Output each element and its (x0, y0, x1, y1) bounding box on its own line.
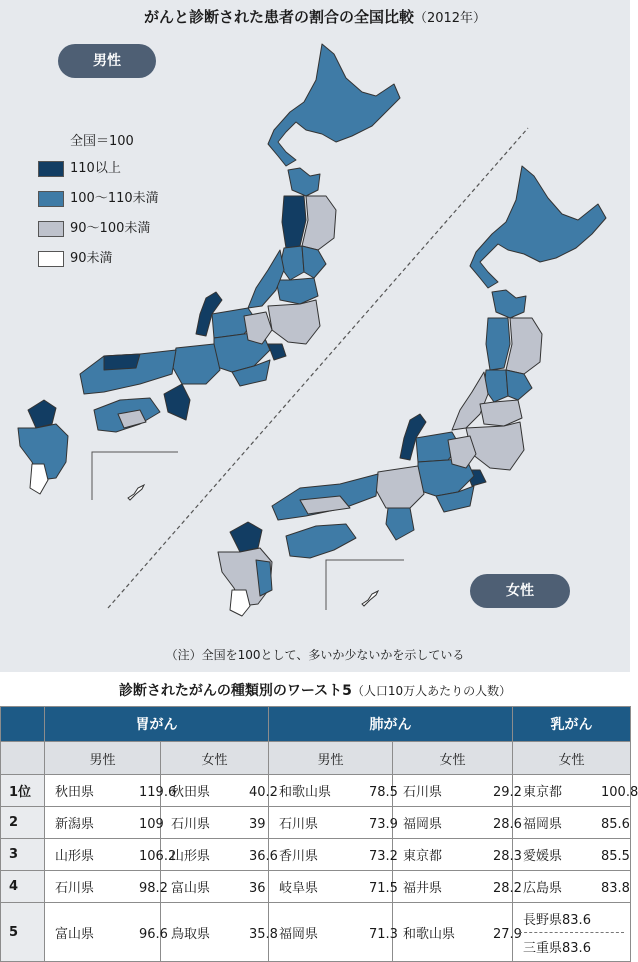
table-row (1, 903, 631, 962)
region-hokkaido-male (268, 44, 400, 166)
data-cell (393, 871, 522, 903)
okinawa-island-male (128, 485, 144, 500)
prefecture: 秋田県 (171, 785, 211, 800)
sub-header-row (1, 742, 631, 775)
group-header: 乳がん (513, 707, 631, 742)
data-cell (45, 871, 168, 903)
data-cell (161, 903, 278, 962)
region-aomori-male (288, 168, 320, 196)
value: 109 (139, 817, 164, 832)
okinawa-island-female (362, 591, 378, 606)
region-tottori-male (104, 354, 140, 370)
female-label: 女性 (470, 574, 570, 608)
group-header-row (1, 707, 631, 742)
data-cell (269, 807, 398, 839)
region-nagano-female (448, 436, 476, 468)
sub-header: 女性 (513, 742, 631, 775)
legend-label: 110以上 (70, 161, 121, 176)
prefecture: 岐阜県 (279, 881, 319, 896)
rank-cell: 1位 (1, 775, 45, 807)
value: 28.3 (493, 849, 522, 864)
group-header: 肺がん (269, 707, 513, 742)
value: 96.6 (139, 926, 168, 942)
prefecture: 秋田県 (55, 785, 95, 800)
region-mie-female (386, 508, 414, 540)
worst5-table (0, 706, 638, 962)
prefecture: 東京都 (403, 849, 443, 864)
value: 28.6 (493, 817, 522, 832)
region-iwate-male (302, 196, 336, 250)
table-row (1, 871, 631, 903)
table-subtitle: （人口10万人あたりの人数） (351, 684, 512, 698)
legend-item (38, 250, 113, 268)
region-fukuoka-female (230, 522, 262, 552)
value: 40.2 (249, 785, 278, 800)
data-cell (161, 839, 278, 871)
rank-cell: 4 (1, 871, 45, 903)
value: 73.9 (369, 817, 398, 832)
region-aomori-female (492, 290, 526, 318)
value: 85.5 (601, 849, 630, 864)
table-title-text: 診断されたがんの種類別のワースト5 (118, 683, 352, 699)
value: 98.2 (139, 881, 168, 896)
prefecture: 石川県 (171, 817, 211, 832)
prefecture: 福井県 (403, 881, 443, 896)
value: 27.9 (493, 926, 522, 942)
prefecture: 和歌山県 (279, 785, 332, 800)
prefecture: 福岡県 (403, 817, 443, 832)
group-header: 胃がん (45, 707, 269, 742)
prefecture: 富山県 (55, 926, 95, 942)
region-kanto-male (268, 300, 320, 344)
legend-label: 90～100未満 (70, 221, 151, 236)
data-cell (269, 903, 398, 962)
prefecture: 鳥取県 (171, 926, 211, 942)
data-cell (393, 839, 522, 871)
sub-header: 男性 (45, 742, 161, 775)
region-yamagata-female (484, 370, 508, 402)
sub-header: 女性 (161, 742, 269, 775)
region-nagano-male (244, 312, 272, 344)
region-iwate-female (506, 318, 542, 374)
value: 73.2 (369, 849, 398, 864)
value: 71.3 (369, 926, 398, 942)
data-cell (393, 775, 522, 807)
region-niigata-male (248, 250, 284, 308)
region-kyushu-south-male (30, 464, 48, 494)
table-row (1, 839, 631, 871)
data-cell (45, 839, 177, 871)
dashed-divider (519, 932, 624, 933)
value: 83.6 (562, 941, 591, 956)
rank-cell: 3 (1, 839, 45, 871)
data-cell (393, 903, 522, 962)
data-cell (269, 775, 398, 807)
legend-item (38, 190, 159, 208)
legend-swatch (38, 191, 64, 207)
value: 106.2 (139, 849, 177, 864)
region-kanto-female (466, 422, 524, 470)
region-shikoku-female (286, 524, 356, 558)
table-title (0, 680, 630, 700)
value: 29.2 (493, 785, 522, 800)
chart-title (0, 6, 630, 27)
data-cell (513, 871, 631, 903)
data-cell (513, 807, 631, 839)
title-text: がんと診断された患者の割合の全国比較 (143, 8, 414, 26)
region-hokkaido-female (470, 166, 606, 288)
value: 100.8 (601, 785, 638, 800)
value: 35.8 (249, 926, 278, 942)
legend-item (38, 160, 121, 178)
map-male (18, 44, 400, 494)
table-row (1, 775, 631, 807)
prefecture: 山形県 (171, 849, 211, 864)
region-fukuoka-male (28, 400, 56, 428)
prefecture: 和歌山県 (403, 926, 456, 942)
value: 85.6 (601, 817, 630, 832)
value: 39 (249, 817, 266, 832)
rank-cell: 5 (1, 903, 45, 962)
legend-swatch (38, 221, 64, 237)
value: 36 (249, 881, 266, 896)
corner-cell (1, 742, 45, 775)
prefecture: 福岡県 (279, 926, 319, 942)
split-cell (513, 903, 631, 962)
corner-cell (1, 707, 45, 742)
male-label: 男性 (58, 44, 156, 78)
value: 71.5 (369, 881, 398, 896)
legend-swatch (38, 251, 64, 267)
data-cell (45, 775, 177, 807)
region-fukushima-female (480, 400, 522, 426)
prefecture: 富山県 (171, 881, 211, 896)
region-tokyo-male (268, 344, 286, 360)
region-wakayama-male (164, 384, 190, 420)
data-cell (269, 839, 398, 871)
data-cell (393, 807, 522, 839)
prefecture: 石川県 (55, 881, 95, 896)
data-cell (269, 871, 398, 903)
value: 36.6 (249, 849, 278, 864)
prefecture: 香川県 (279, 849, 319, 864)
region-fukushima-male (276, 278, 318, 304)
region-akita-female (486, 318, 510, 370)
rank-cell: 2 (1, 807, 45, 839)
data-cell (45, 807, 164, 839)
region-yamagata-male (280, 246, 304, 280)
prefecture: 石川県 (279, 817, 319, 832)
prefecture: 山形県 (55, 849, 95, 864)
footnote: （注）全国を100として、多いか少ないかを示している (165, 648, 465, 662)
prefecture: 新潟県 (55, 817, 95, 832)
region-niigata-female (452, 372, 488, 430)
sub-header: 女性 (393, 742, 513, 775)
prefecture: 東京都 (523, 785, 563, 800)
region-akita-male (282, 196, 306, 248)
value: 83.6 (562, 913, 591, 928)
legend-label: 90未満 (70, 251, 113, 266)
legend-swatch (38, 161, 64, 177)
data-cell (45, 903, 168, 962)
value: 78.5 (369, 785, 398, 800)
prefecture: 三重県 (523, 941, 563, 956)
region-miyagi-male (302, 246, 326, 278)
prefecture: 長野県 (523, 913, 563, 928)
legend-item (38, 220, 150, 238)
prefecture: 広島県 (523, 881, 563, 896)
table-body (1, 775, 638, 962)
legend-label: 100～110未満 (70, 191, 159, 206)
data-cell (161, 807, 269, 839)
region-kyushu-south-female (230, 590, 250, 616)
value: 28.2 (493, 881, 522, 896)
data-cell (161, 871, 269, 903)
prefecture: 石川県 (403, 785, 443, 800)
legend-header: 全国＝100 (70, 134, 134, 149)
sub-header: 男性 (269, 742, 393, 775)
data-cell (513, 839, 631, 871)
value: 83.8 (601, 881, 630, 896)
prefecture: 愛媛県 (523, 849, 563, 864)
value: 119.6 (139, 785, 177, 800)
table-row (1, 807, 631, 839)
prefecture: 福岡県 (523, 817, 563, 832)
map-female (218, 166, 606, 616)
region-kansai-male (172, 344, 220, 384)
data-cell (161, 775, 278, 807)
region-kansai-female (376, 466, 424, 508)
title-year: （2012年） (413, 11, 487, 26)
region-miyagi-female (506, 370, 532, 400)
data-cell (513, 775, 638, 807)
